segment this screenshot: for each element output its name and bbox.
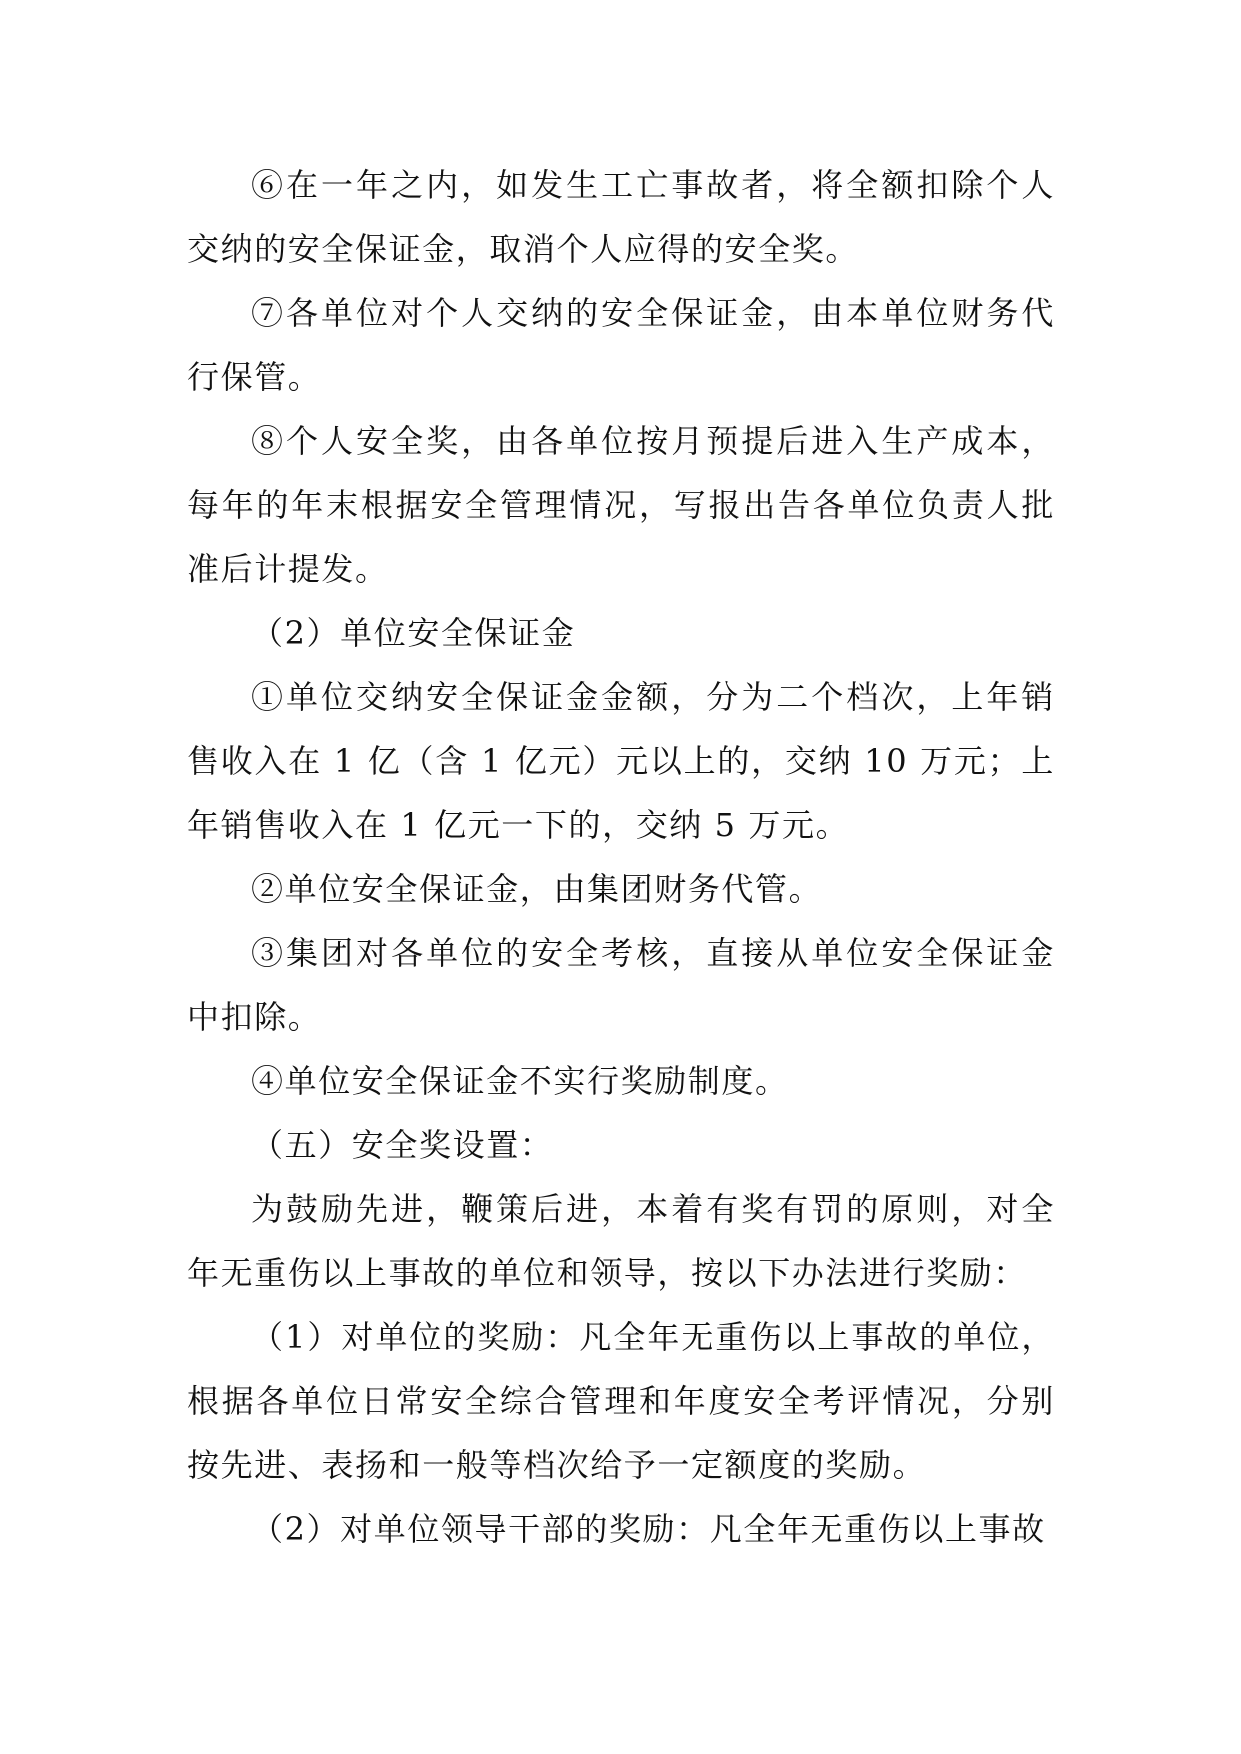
- section-heading-safety-award: （五）安全奖设置：: [251, 1126, 554, 1164]
- paragraph-item-7-deposit-custody: ⑦各单位对个人交纳的安全保证金，由本单位财务代行保管。: [187, 294, 1055, 396]
- paragraph-item-3-deduction: ③集团对各单位的安全考核，直接从单位安全保证金中扣除。: [187, 934, 1055, 1036]
- paragraph-item-4-no-reward: ④单位安全保证金不实行奖励制度。: [251, 1062, 789, 1100]
- section-heading-unit-deposit: （2）单位安全保证金: [251, 614, 576, 652]
- document-page: [187, 153, 1055, 1561]
- paragraph-item-1-deposit-amount: ①单位交纳安全保证金金额，分为二个档次，上年销售收入在 1 亿（含 1 亿元）元以上的，交纳 10 万元；上年销售收入在 1 亿元一下的，交纳 5 万元。: [187, 678, 1055, 844]
- paragraph-leader-award: （2）对单位领导干部的奖励：凡全年无重伤以上事故: [251, 1510, 1046, 1548]
- paragraph-item-8-personal-award: ⑧个人安全奖，由各单位按月预提后进入生产成本，每年的年末根据安全管理情况，写报出告各单位负责人批准后计提发。: [187, 422, 1055, 588]
- paragraph-item-6-work-death: ⑥在一年之内，如发生工亡事故者，将全额扣除个人交纳的安全保证金，取消个人应得的安全奖。: [187, 166, 1055, 268]
- paragraph-award-intro: 为鼓励先进，鞭策后进，本着有奖有罚的原则，对全年无重伤以上事故的单位和领导，按以下办法进行奖励：: [187, 1190, 1055, 1292]
- paragraph-item-2-group-custody: ②单位安全保证金，由集团财务代管。: [251, 870, 823, 908]
- paragraph-unit-award: （1）对单位的奖励：凡全年无重伤以上事故的单位，根据各单位日常安全综合管理和年度安全考评情况，分别按先进、表扬和一般等档次给予一定额度的奖励。: [187, 1318, 1055, 1484]
